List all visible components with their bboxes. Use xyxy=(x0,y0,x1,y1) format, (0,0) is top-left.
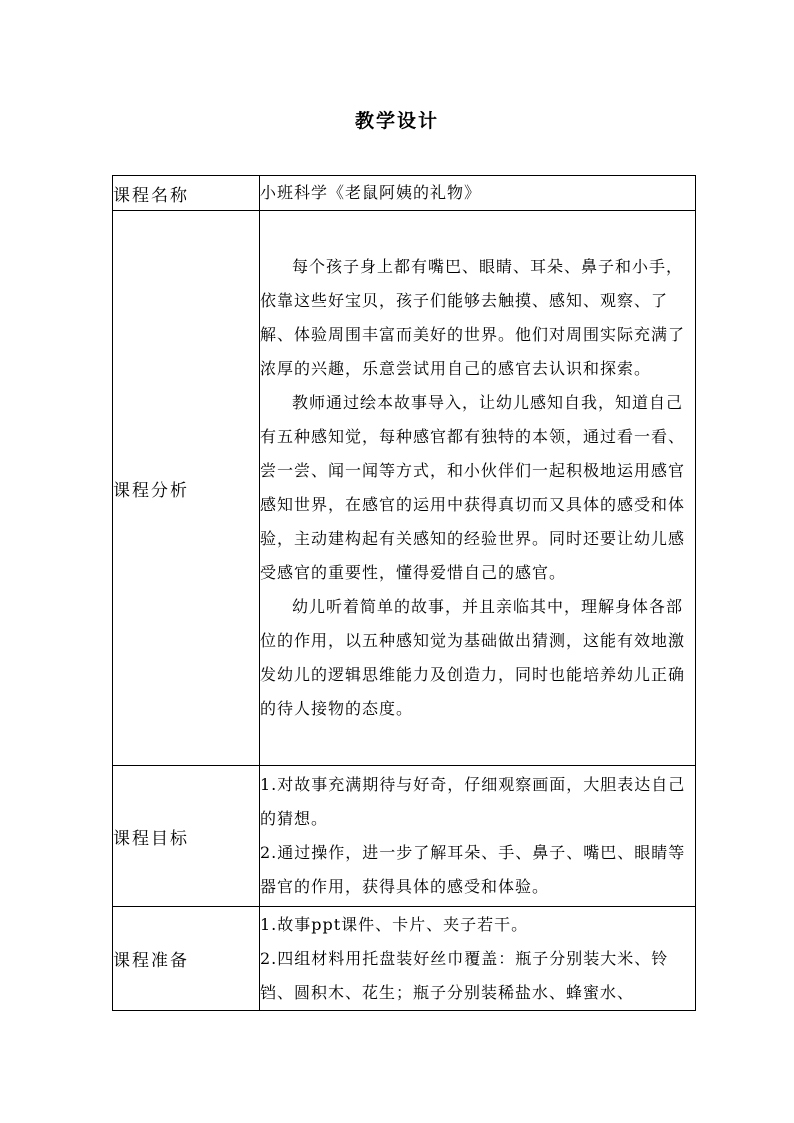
table-row-course-analysis xyxy=(113,211,696,766)
document-title: 教学设计 xyxy=(354,110,439,132)
row-label-course-preparation: 课程准备 xyxy=(113,907,260,1011)
course-name-value: 小班科学《老鼠阿姨的礼物》 xyxy=(260,176,696,211)
analysis-paragraph-2: 教师通过绘本故事导入，让幼儿感知自我，知道自己有五种感知觉，每种感官都有独特的本领，通过看一看、尝一尝、闻一闻等方式，和小伙伴们一起积极地运用感官感知世界，在感官的运用中获得真切而又具体的感受和体验，主动建构起有关感知的经验世界。同时还要让幼儿感受感官的重要性，懂得爱惜自己的感官。 xyxy=(260,393,686,582)
row-label-course-goals: 课程目标 xyxy=(113,766,260,907)
analysis-paragraph-3: 幼儿听着简单的故事，并且亲临其中，理解身体各部位的作用，以五种感知觉为基础做出猜测，这能有效地激发幼儿的逻辑思维能力及创造力，同时也能培养幼儿正确的待人接物的态度。 xyxy=(260,597,686,718)
row-label-course-name: 课程名称 xyxy=(113,176,260,211)
course-goals-content xyxy=(260,766,696,907)
table-row-course-name xyxy=(113,176,696,211)
course-preparation-content xyxy=(260,907,696,1011)
preparation-item-2: 2.四组材料用托盘装好丝巾覆盖：瓶子分别装大米、铃铛、圆积木、花生；瓶子分别装稀盐水、蜂蜜水、 xyxy=(260,948,669,1002)
analysis-paragraph-1: 每个孩子身上都有嘴巴、眼睛、耳朵、鼻子和小手，依靠这些好宝贝，孩子们能够去触摸、感知、观察、了解、体验周围丰富而美好的世界。他们对周围实际充满了浓厚的兴趣，乐意尝试用自己的感官去认识和探索。 xyxy=(260,257,686,378)
preparation-item-1: 1.故事ppt课件、卡片、夹子若干。 xyxy=(260,914,529,934)
course-analysis-content xyxy=(260,211,696,766)
lesson-plan-table xyxy=(112,175,696,1011)
goal-item-1: 1.对故事充满期待与好奇，仔细观察画面，大胆表达自己的猜想。 xyxy=(260,775,686,828)
table-row-course-goals xyxy=(113,766,696,907)
table-row-course-preparation xyxy=(113,907,696,1011)
row-label-course-analysis: 课程分析 xyxy=(113,211,260,766)
goal-item-2: 2.通过操作，进一步了解耳朵、手、鼻子、嘴巴、眼睛等器官的作用，获得具体的感受和体验。 xyxy=(260,843,686,896)
